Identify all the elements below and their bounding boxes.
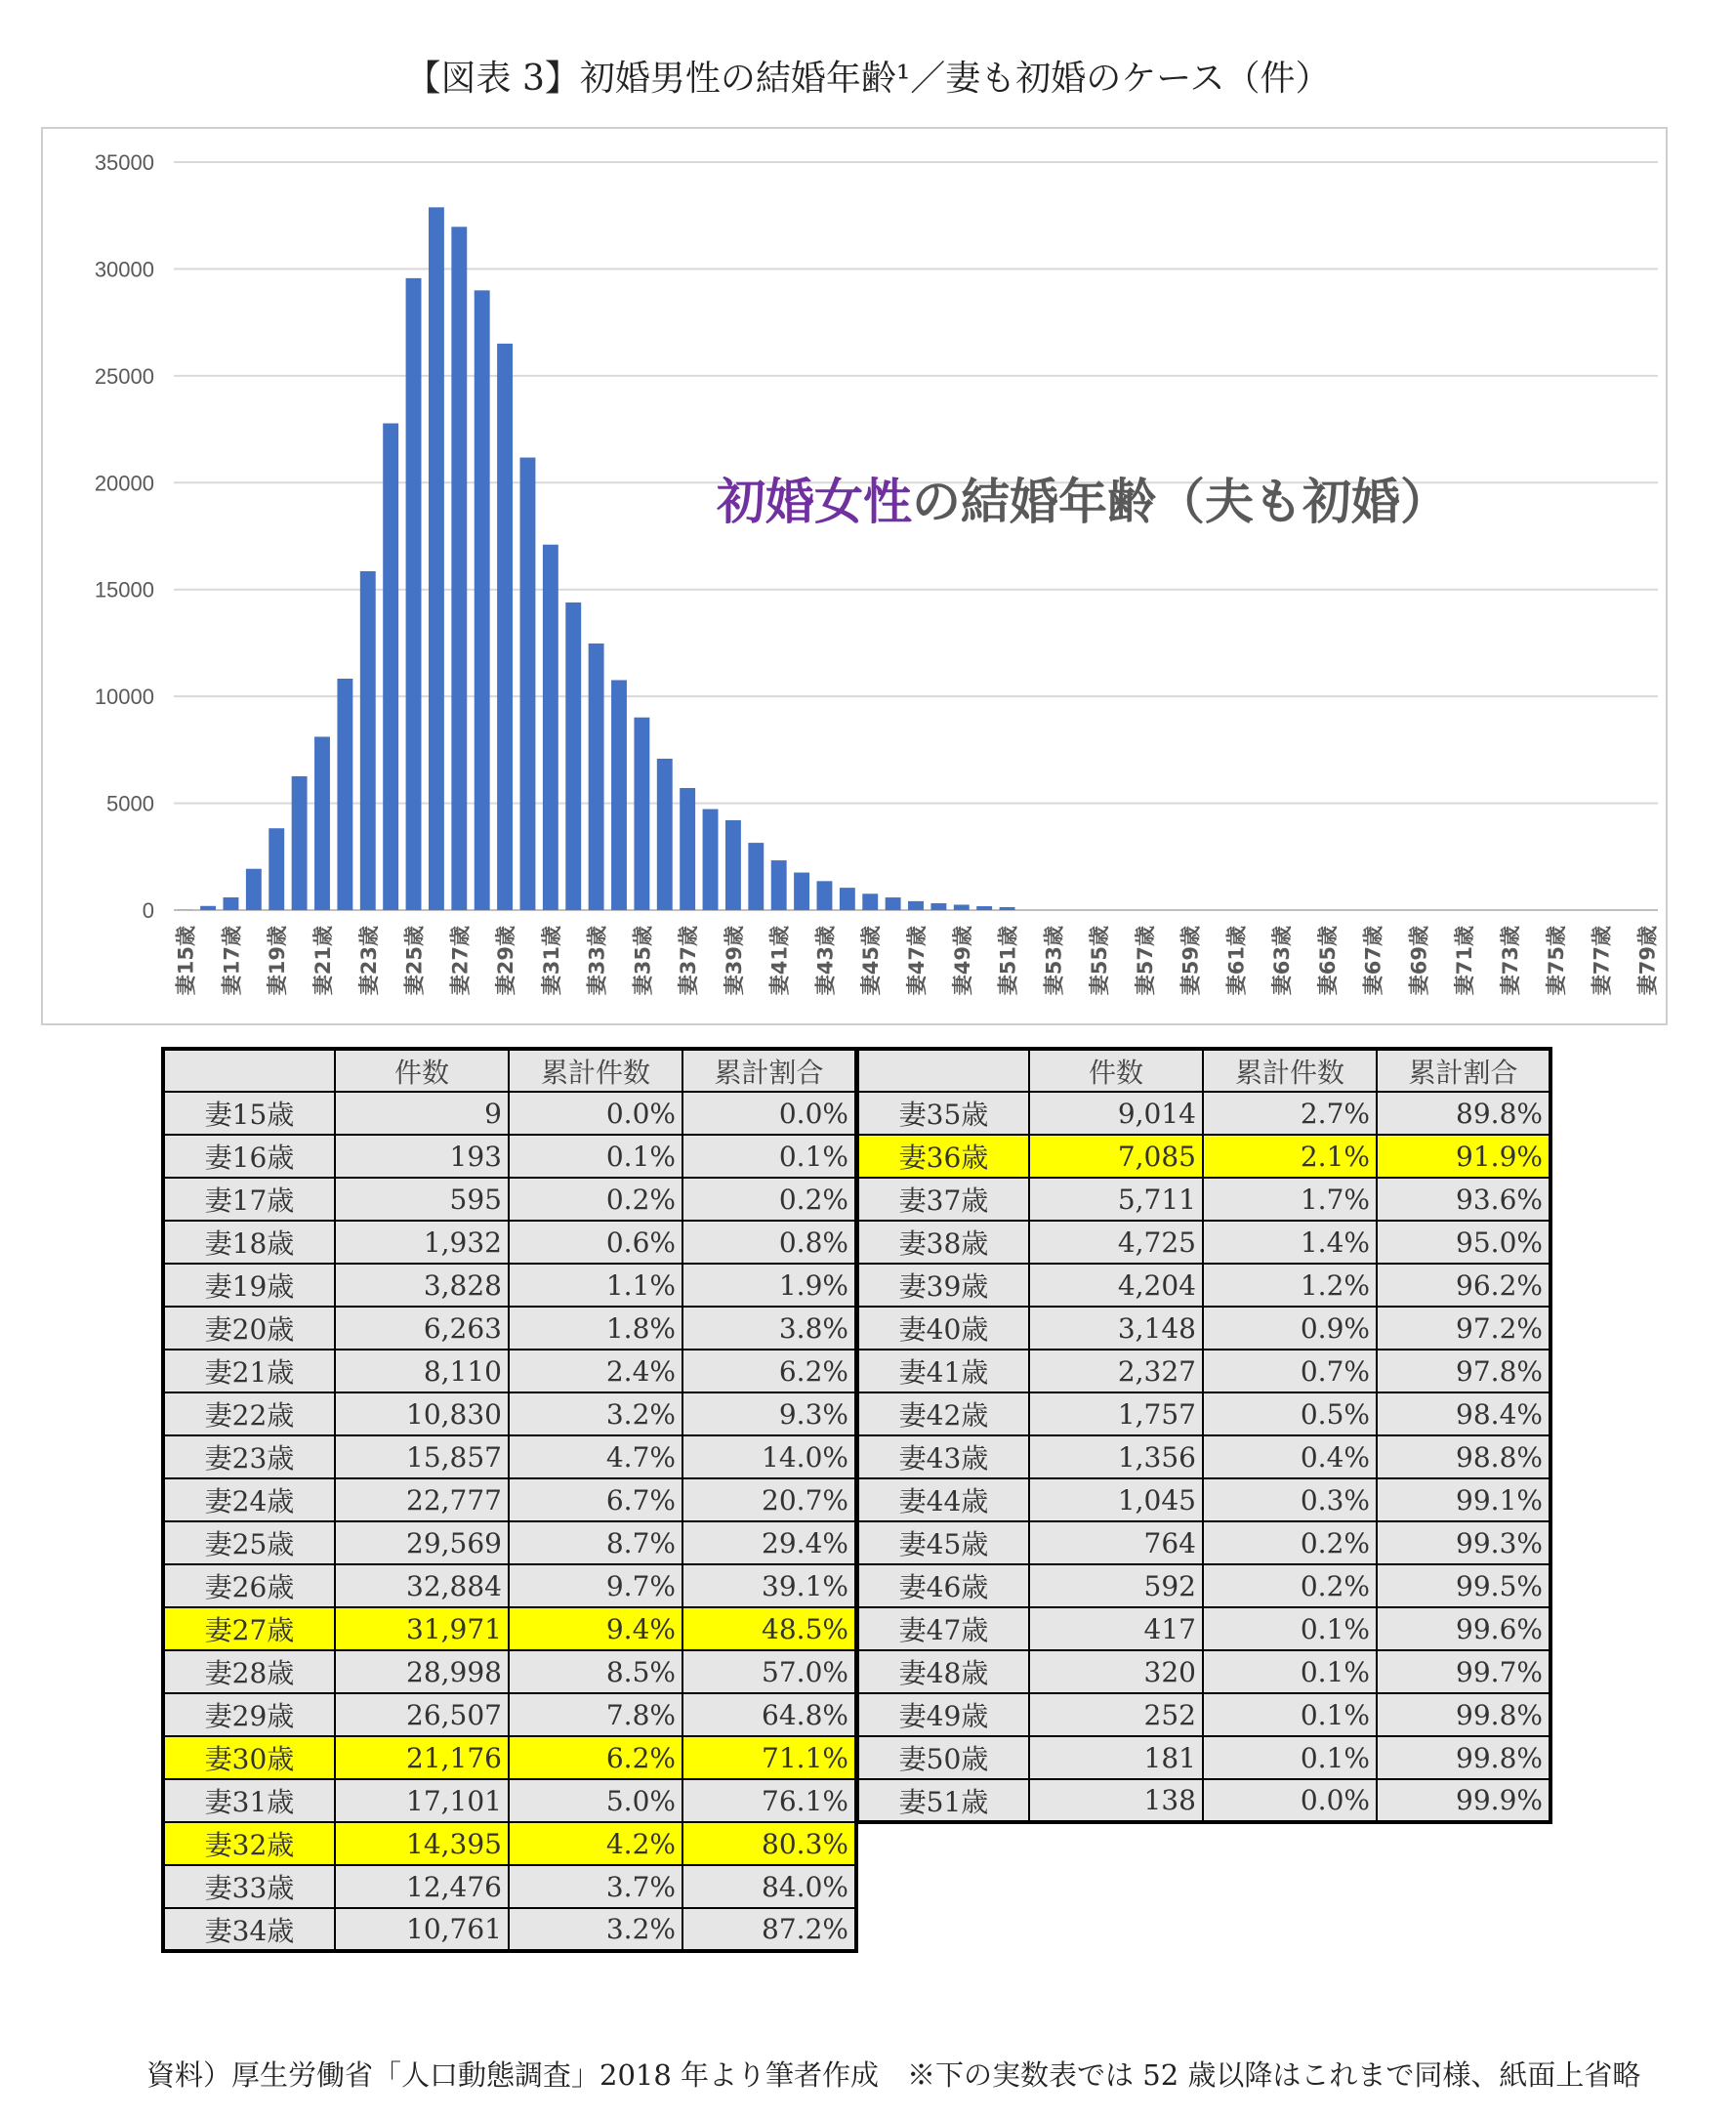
table-cell: 妻41歳 <box>857 1350 1029 1392</box>
table-row <box>857 1607 1550 1650</box>
x-tick-label: 妻77歳 <box>1590 926 1614 996</box>
table-cell: 26,507 <box>335 1693 509 1736</box>
table-cell: 妻15歳 <box>163 1092 335 1135</box>
table-cell: 99.8% <box>1377 1736 1550 1779</box>
chart-overlay-title <box>717 463 1449 533</box>
table-cell: 妻42歳 <box>857 1392 1029 1435</box>
bar <box>840 888 855 910</box>
column-header: 累計件数 <box>509 1049 682 1092</box>
table-cell: 20.7% <box>682 1478 856 1521</box>
table-cell: 妻31歳 <box>163 1779 335 1822</box>
table-row <box>163 1908 856 1951</box>
figure-title: 【図表 3】初婚男性の結婚年齢¹／妻も初婚のケース（件） <box>405 59 1331 99</box>
bar <box>337 679 352 910</box>
table-cell: 0.4% <box>1203 1435 1377 1478</box>
bar <box>1000 907 1015 910</box>
overlay-rest: の結婚年齢（夫も初婚） <box>912 474 1449 530</box>
table-cell: 1.7% <box>1203 1178 1377 1221</box>
table-cell: 31,971 <box>335 1607 509 1650</box>
table-header-row <box>857 1049 1550 1092</box>
bar <box>680 788 695 910</box>
table-cell: 17,101 <box>335 1779 509 1822</box>
table-row <box>857 1478 1550 1521</box>
table-row <box>163 1178 856 1221</box>
x-tick-label: 妻57歳 <box>1133 926 1157 996</box>
bar <box>429 207 444 910</box>
table-cell: 妻26歳 <box>163 1564 335 1607</box>
table-cell: 9 <box>335 1092 509 1135</box>
table-cell: 妻39歳 <box>857 1264 1029 1307</box>
table-row <box>857 1221 1550 1264</box>
table-row <box>163 1650 856 1693</box>
bar <box>703 810 719 910</box>
table-cell: 0.1% <box>509 1135 682 1178</box>
table-cell: 3.2% <box>509 1392 682 1435</box>
x-tick-label: 妻79歳 <box>1635 926 1660 996</box>
table-cell: 9.3% <box>682 1392 856 1435</box>
table-cell: 0.1% <box>1203 1650 1377 1693</box>
table-row <box>163 1435 856 1478</box>
table-cell: 妻34歳 <box>163 1908 335 1951</box>
table-cell: 8.7% <box>509 1521 682 1564</box>
bar <box>360 571 376 910</box>
table-cell: 64.8% <box>682 1693 856 1736</box>
table-cell: 15,857 <box>335 1435 509 1478</box>
table-cell: 2.4% <box>509 1350 682 1392</box>
table-row <box>857 1392 1550 1435</box>
table-cell: 妻27歳 <box>163 1607 335 1650</box>
table-cell: 1.1% <box>509 1264 682 1307</box>
table-cell: 6,263 <box>335 1307 509 1350</box>
table-row <box>857 1092 1550 1135</box>
x-tick-label: 妻23歳 <box>356 926 381 996</box>
x-tick-label: 妻67歳 <box>1361 926 1385 996</box>
table-cell: 98.4% <box>1377 1392 1550 1435</box>
table-header-row <box>163 1049 856 1092</box>
table-cell: 57.0% <box>682 1650 856 1693</box>
table-cell: 0.7% <box>1203 1350 1377 1392</box>
table-row <box>857 1779 1550 1822</box>
table-cell: 98.8% <box>1377 1435 1550 1478</box>
table-cell: 妻30歳 <box>163 1736 335 1779</box>
bar <box>451 227 467 910</box>
table-row <box>163 1092 856 1135</box>
bar <box>383 424 398 910</box>
bar <box>908 901 924 910</box>
table-row <box>857 1178 1550 1221</box>
table-row <box>857 1350 1550 1392</box>
bar <box>475 290 490 910</box>
bar <box>292 776 308 910</box>
table-row <box>163 1521 856 1564</box>
table-row <box>163 1264 856 1307</box>
table-cell: 14,395 <box>335 1822 509 1865</box>
table-cell: 6.7% <box>509 1478 682 1521</box>
table-row <box>163 1736 856 1779</box>
table-cell: 84.0% <box>682 1865 856 1908</box>
table-cell: 0.9% <box>1203 1307 1377 1350</box>
table-cell: 71.1% <box>682 1736 856 1779</box>
x-tick-label: 妻43歳 <box>813 926 838 996</box>
y-tick-label: 20000 <box>94 471 154 496</box>
table-cell: 妻37歳 <box>857 1178 1029 1221</box>
table-row <box>857 1435 1550 1478</box>
bar <box>497 344 513 910</box>
table-row <box>857 1693 1550 1736</box>
table-cell: 3,148 <box>1029 1307 1203 1350</box>
x-tick-label: 妻51歳 <box>996 926 1020 996</box>
table-cell: 2,327 <box>1029 1350 1203 1392</box>
table-row <box>163 1564 856 1607</box>
table-cell: 妻20歳 <box>163 1307 335 1350</box>
table-cell: 181 <box>1029 1736 1203 1779</box>
bar <box>314 737 330 910</box>
column-header: 件数 <box>1029 1049 1203 1092</box>
table-row <box>163 1822 856 1865</box>
table-cell: 4.2% <box>509 1822 682 1865</box>
x-tick-label: 妻47歳 <box>905 926 929 996</box>
bar <box>543 545 558 910</box>
table-cell: 0.2% <box>1203 1564 1377 1607</box>
x-tick-label: 妻31歳 <box>539 926 563 996</box>
table-row <box>857 1307 1550 1350</box>
table-cell: 0.3% <box>1203 1478 1377 1521</box>
table-cell: 32,884 <box>335 1564 509 1607</box>
table-cell: 0.1% <box>1203 1736 1377 1779</box>
bar <box>771 860 787 910</box>
bar <box>224 897 239 910</box>
table-cell: 0.1% <box>1203 1607 1377 1650</box>
table-cell: 0.8% <box>682 1221 856 1264</box>
bar <box>657 759 673 910</box>
table-cell: 1.8% <box>509 1307 682 1350</box>
table-cell: 妻23歳 <box>163 1435 335 1478</box>
table-cell: 5.0% <box>509 1779 682 1822</box>
table-cell: 妻47歳 <box>857 1607 1029 1650</box>
table-cell: 1,045 <box>1029 1478 1203 1521</box>
table-row <box>857 1564 1550 1607</box>
bar <box>520 458 536 910</box>
table-cell: 妻43歳 <box>857 1435 1029 1478</box>
table-cell: 1,356 <box>1029 1435 1203 1478</box>
table-cell: 48.5% <box>682 1607 856 1650</box>
x-tick-label: 妻61歳 <box>1224 926 1249 996</box>
table-row <box>163 1779 856 1822</box>
x-tick-label: 妻27歳 <box>448 926 473 996</box>
table-cell: 0.0% <box>1203 1779 1377 1822</box>
table-cell: 妻51歳 <box>857 1779 1029 1822</box>
table-cell: 8,110 <box>335 1350 509 1392</box>
column-header: 累計割合 <box>682 1049 856 1092</box>
table-cell: 2.7% <box>1203 1092 1377 1135</box>
x-tick-label: 妻33歳 <box>585 926 609 996</box>
table-cell: 妻48歳 <box>857 1650 1029 1693</box>
table-row <box>857 1135 1550 1178</box>
table-cell: 7.8% <box>509 1693 682 1736</box>
x-tick-label: 妻15歳 <box>174 926 198 996</box>
bar <box>565 602 581 910</box>
column-header: 累計割合 <box>1377 1049 1550 1092</box>
bar <box>725 820 741 910</box>
bar <box>862 893 878 910</box>
table-cell: 妻40歳 <box>857 1307 1029 1350</box>
bar <box>976 906 992 910</box>
table-cell: 5,711 <box>1029 1178 1203 1221</box>
table-cell: 妻24歳 <box>163 1478 335 1521</box>
table-cell: 4.7% <box>509 1435 682 1478</box>
table-cell: 592 <box>1029 1564 1203 1607</box>
table-cell: 0.1% <box>1203 1693 1377 1736</box>
table-cell: 10,830 <box>335 1392 509 1435</box>
table-row <box>857 1736 1550 1779</box>
x-tick-label: 妻41歳 <box>767 926 792 996</box>
x-tick-label: 妻59歳 <box>1178 926 1203 996</box>
table-cell: 妻36歳 <box>857 1135 1029 1178</box>
table-cell: 0.6% <box>509 1221 682 1264</box>
table-cell: 3.8% <box>682 1307 856 1350</box>
bar <box>269 828 284 910</box>
table-cell: 87.2% <box>682 1908 856 1951</box>
bar <box>748 843 764 910</box>
y-tick-label: 25000 <box>94 363 154 389</box>
table-cell: 0.0% <box>682 1092 856 1135</box>
table-cell: 3.7% <box>509 1865 682 1908</box>
table-cell: 76.1% <box>682 1779 856 1822</box>
table-cell: 妻32歳 <box>163 1822 335 1865</box>
table-cell: 妻16歳 <box>163 1135 335 1178</box>
data-table-left <box>161 1047 858 1953</box>
table-cell: 95.0% <box>1377 1221 1550 1264</box>
x-tick-label: 妻65歳 <box>1315 926 1340 996</box>
table-row <box>857 1650 1550 1693</box>
table-cell: 0.1% <box>682 1135 856 1178</box>
table-cell: 妻25歳 <box>163 1521 335 1564</box>
table-cell: 3.2% <box>509 1908 682 1951</box>
table-cell: 妻45歳 <box>857 1521 1029 1564</box>
table-cell: 1.2% <box>1203 1264 1377 1307</box>
x-tick-label: 妻49歳 <box>950 926 974 996</box>
table-cell: 595 <box>335 1178 509 1221</box>
y-tick-label: 5000 <box>106 791 154 816</box>
x-tick-label: 妻39歳 <box>722 926 746 996</box>
table-cell: 4,725 <box>1029 1221 1203 1264</box>
bar <box>611 680 627 910</box>
table-cell: 妻38歳 <box>857 1221 1029 1264</box>
table-cell: 96.2% <box>1377 1264 1550 1307</box>
table-row <box>163 1865 856 1908</box>
x-tick-label: 妻73歳 <box>1499 926 1522 996</box>
table-cell: 妻46歳 <box>857 1564 1029 1607</box>
table-cell: 妻29歳 <box>163 1693 335 1736</box>
column-header: 累計件数 <box>1203 1049 1377 1092</box>
chart-frame <box>41 127 1668 1025</box>
table-cell: 29.4% <box>682 1521 856 1564</box>
table-cell: 9.4% <box>509 1607 682 1650</box>
data-table-right <box>855 1047 1552 1824</box>
table-cell: 妻50歳 <box>857 1736 1029 1779</box>
table-cell: 妻28歳 <box>163 1650 335 1693</box>
table-cell: 14.0% <box>682 1435 856 1478</box>
table-cell: 97.2% <box>1377 1307 1550 1350</box>
table-cell: 29,569 <box>335 1521 509 1564</box>
table-cell: 妻21歳 <box>163 1350 335 1392</box>
bar <box>886 897 901 910</box>
table-cell: 99.3% <box>1377 1521 1550 1564</box>
table-cell: 7,085 <box>1029 1135 1203 1178</box>
table-cell: 1.4% <box>1203 1221 1377 1264</box>
overlay-highlight: 初婚女性 <box>717 474 912 530</box>
table-cell: 28,998 <box>335 1650 509 1693</box>
table-cell: 妻18歳 <box>163 1221 335 1264</box>
y-tick-label: 0 <box>142 898 154 923</box>
table-cell: 2.1% <box>1203 1135 1377 1178</box>
x-tick-label: 妻75歳 <box>1544 926 1568 996</box>
x-tick-label: 妻17歳 <box>220 926 244 996</box>
column-header <box>163 1049 335 1092</box>
table-cell: 3,828 <box>335 1264 509 1307</box>
bar <box>817 881 833 910</box>
table-row <box>163 1307 856 1350</box>
table-cell: 91.9% <box>1377 1135 1550 1178</box>
x-tick-label: 妻71歳 <box>1453 926 1477 996</box>
table-cell: 417 <box>1029 1607 1203 1650</box>
bar-chart <box>43 129 1666 1023</box>
table-cell: 妻22歳 <box>163 1392 335 1435</box>
table-cell: 1,757 <box>1029 1392 1203 1435</box>
table-cell: 89.8% <box>1377 1092 1550 1135</box>
table-cell: 1,932 <box>335 1221 509 1264</box>
table-cell: 99.9% <box>1377 1779 1550 1822</box>
table-cell: 99.7% <box>1377 1650 1550 1693</box>
x-tick-label: 妻29歳 <box>494 926 518 996</box>
x-tick-label: 妻35歳 <box>631 926 655 996</box>
x-tick-label: 妻19歳 <box>266 926 290 996</box>
table-cell: 4,204 <box>1029 1264 1203 1307</box>
table-cell: 0.0% <box>509 1092 682 1135</box>
bar <box>634 718 649 910</box>
table-row <box>163 1607 856 1650</box>
table-cell: 193 <box>335 1135 509 1178</box>
table-cell: 妻49歳 <box>857 1693 1029 1736</box>
table-cell: 99.8% <box>1377 1693 1550 1736</box>
table-cell: 妻35歳 <box>857 1092 1029 1135</box>
x-tick-label: 妻45歳 <box>859 926 884 996</box>
x-tick-label: 妻53歳 <box>1042 926 1066 996</box>
x-tick-label: 妻37歳 <box>677 926 701 996</box>
bar <box>589 644 604 910</box>
table-cell: 妻44歳 <box>857 1478 1029 1521</box>
bar <box>200 906 216 910</box>
table-cell: 0.2% <box>1203 1521 1377 1564</box>
table-cell: 252 <box>1029 1693 1203 1736</box>
table-cell: 12,476 <box>335 1865 509 1908</box>
table-row <box>163 1392 856 1435</box>
table-cell: 99.5% <box>1377 1564 1550 1607</box>
x-tick-label: 妻63歳 <box>1270 926 1295 996</box>
y-tick-label: 35000 <box>94 150 154 175</box>
bar <box>930 903 946 910</box>
table-cell: 6.2% <box>682 1350 856 1392</box>
table-cell: 0.2% <box>509 1178 682 1221</box>
table-row <box>163 1693 856 1736</box>
table-cell: 6.2% <box>509 1736 682 1779</box>
table-cell: 80.3% <box>682 1822 856 1865</box>
y-tick-label: 30000 <box>94 257 154 282</box>
table-cell: 138 <box>1029 1779 1203 1822</box>
bar <box>794 873 809 910</box>
table-cell: 764 <box>1029 1521 1203 1564</box>
table-row <box>163 1135 856 1178</box>
table-cell: 8.5% <box>509 1650 682 1693</box>
source-note: 資料）厚生労働省「人口動態調査」2018 年より筆者作成 ※下の実数表では 52 歳以降はこれまで同様、紙面上省略 <box>146 2058 1641 2092</box>
y-tick-label: 10000 <box>94 685 154 710</box>
table-cell: 9,014 <box>1029 1092 1203 1135</box>
table-cell: 0.2% <box>682 1178 856 1221</box>
table-cell: 妻19歳 <box>163 1264 335 1307</box>
x-tick-label: 妻25歳 <box>402 926 427 996</box>
table-row <box>163 1478 856 1521</box>
table-row <box>857 1521 1550 1564</box>
column-header <box>857 1049 1029 1092</box>
table-row <box>163 1350 856 1392</box>
table-cell: 97.8% <box>1377 1350 1550 1392</box>
x-tick-label: 妻69歳 <box>1407 926 1431 996</box>
table-cell: 93.6% <box>1377 1178 1550 1221</box>
table-cell: 22,777 <box>335 1478 509 1521</box>
column-header: 件数 <box>335 1049 509 1092</box>
table-cell: 99.1% <box>1377 1478 1550 1521</box>
x-tick-label: 妻21歳 <box>311 926 335 996</box>
table-cell: 妻17歳 <box>163 1178 335 1221</box>
table-cell: 0.5% <box>1203 1392 1377 1435</box>
table-cell: 99.6% <box>1377 1607 1550 1650</box>
table-cell: 320 <box>1029 1650 1203 1693</box>
bar <box>246 869 262 910</box>
table-cell: 9.7% <box>509 1564 682 1607</box>
bar <box>954 904 970 910</box>
table-cell: 妻33歳 <box>163 1865 335 1908</box>
table-row <box>163 1221 856 1264</box>
table-row <box>857 1264 1550 1307</box>
y-tick-label: 15000 <box>94 577 154 602</box>
bar <box>406 278 422 910</box>
table-cell: 10,761 <box>335 1908 509 1951</box>
table-cell: 1.9% <box>682 1264 856 1307</box>
x-tick-label: 妻55歳 <box>1088 926 1112 996</box>
table-cell: 21,176 <box>335 1736 509 1779</box>
table-cell: 39.1% <box>682 1564 856 1607</box>
